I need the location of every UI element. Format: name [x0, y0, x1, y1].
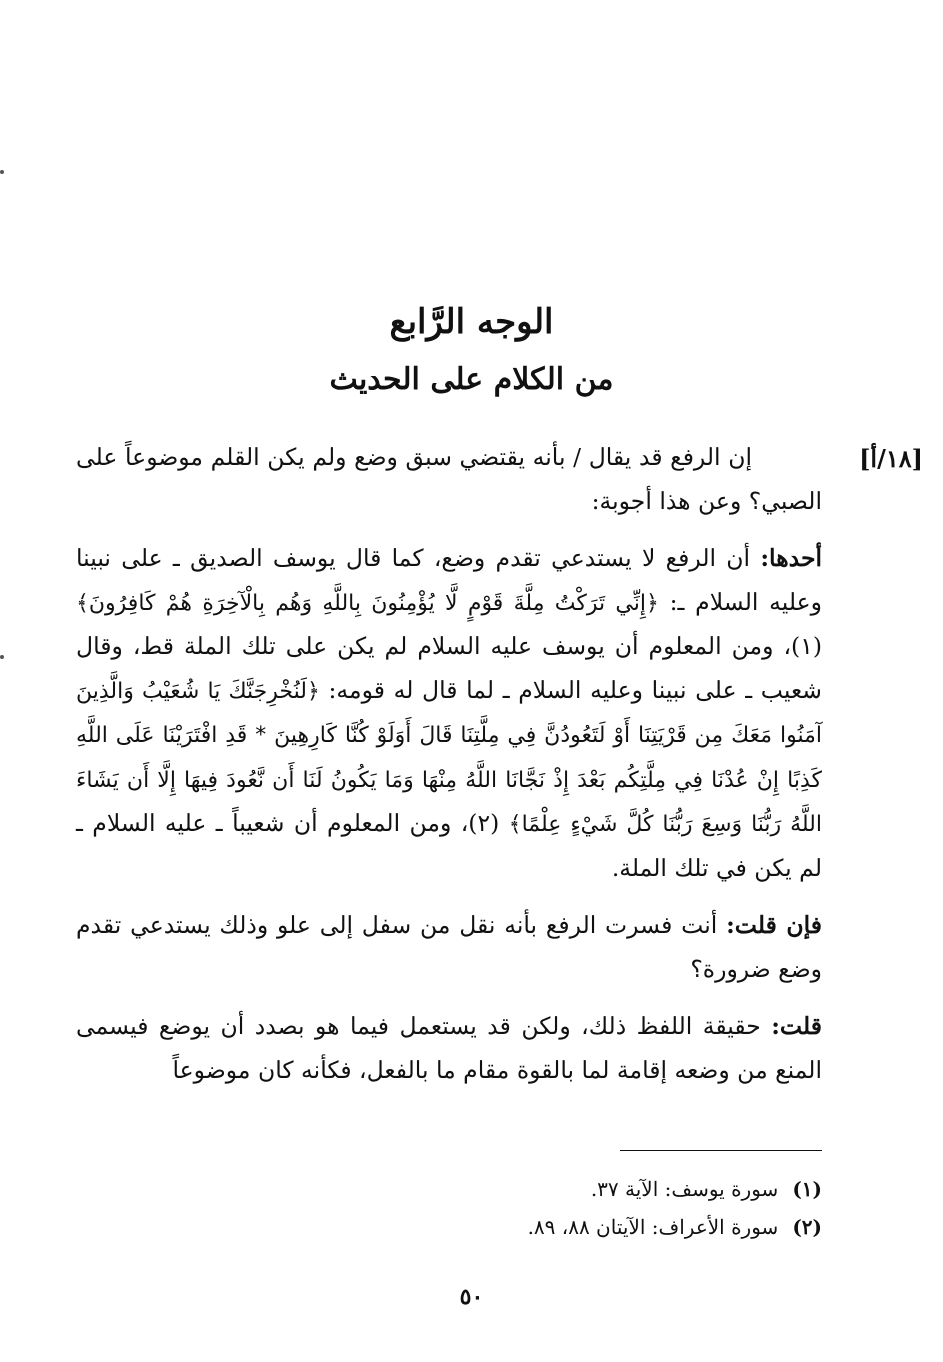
footnote-2-number: (٢)	[792, 1215, 822, 1239]
footnote-1-text: سورة يوسف: الآية ٣٧.	[590, 1177, 779, 1201]
section-subtitle: من الكلام على الحديث	[329, 362, 614, 397]
paragraph-2-lead: أحدها:	[760, 544, 822, 572]
page-number: ٥٠	[459, 1284, 484, 1310]
footnote-1	[300, 1170, 822, 1208]
footnote-separator	[620, 1150, 822, 1151]
quran-verse-1: ﴿إِنِّي تَرَكْتُ مِلَّةَ قَوْمٍ لَّا يُؤْمِنُونَ بِاللَّهِ وَهُم بِالْآخِرَةِ هُمْ كَافِرُونَ﴾	[76, 590, 659, 616]
paragraph-2-text-3: (٢)، ومن المعلوم أن شعيباً ـ عليه السلام ـ لم يكن في تلك الملة.	[76, 809, 822, 882]
footnote-2-text: سورة الأعراف: الآيتان ٨٨، ٨٩.	[527, 1215, 779, 1239]
manuscript-folio-ref: [١٨/أ]	[859, 444, 923, 473]
section-title: الوجه الرَّابع	[389, 302, 554, 342]
footnote-2	[300, 1208, 822, 1246]
quran-verse-2: ﴿لَنُخْرِجَنَّكَ يَا شُعَيْبُ وَالَّذِينَ آمَنُوا مَعَكَ مِن قَرْيَتِنَا أَوْ لَتَعُودُنَّ فِي مِلَّتِنَا قَالَ أَوَلَوْ كُنَّا كَارِهِينَ * قَدِ افْتَرَيْنَا عَلَى اللَّهِ كَذِبًا إِنْ عُدْنَا فِي مِلَّتِكُم بَعْدَ إِذْ نَجَّانَا اللَّهُ مِنْهَا وَمَا يَكُونُ لَنَا أَن نَّعُودَ فِيهَا إِلَّا أَن يَشَاءَ اللَّهُ رَبُّنَا وَسِعَ رَبُّنَا كُلَّ شَيْءٍ عِلْمًا﴾	[76, 678, 822, 837]
paragraph-1	[76, 436, 822, 523]
footnote-1-number: (١)	[792, 1177, 822, 1201]
scan-edge-mark	[0, 170, 4, 174]
body-text	[76, 436, 822, 1106]
footnotes	[300, 1170, 822, 1246]
paragraph-3	[76, 904, 822, 991]
scan-edge-mark	[0, 655, 4, 659]
paragraph-4-lead: قلت:	[771, 1012, 822, 1040]
paragraph-2-text-1: أن الرفع لا يستدعي تقدم وضع، كما قال يوسف الصديق ـ على نبينا وعليه السلام ـ:	[76, 544, 823, 616]
paragraph-3-lead: فإن قلت:	[726, 911, 822, 939]
paragraph-2-text-2: (١)، ومن المعلوم أن يوسف عليه السلام لم يكن على تلك الملة قط، وقال شعيب ـ على نبينا وعليه السلام ـ لما قال له قومه:	[76, 632, 822, 704]
paragraph-1-text: إن الرفع قد يقال / بأنه يقتضي سبق وضع ولم يكن القلم موضوعاً على الصبي؟ وعن هذا أجوبة:	[76, 443, 822, 515]
paragraph-2	[76, 537, 822, 890]
paragraph-4	[76, 1005, 822, 1092]
paragraph-3-text: أنت فسرت الرفع بأنه نقل من سفل إلى علو وذلك يستدعي تقدم وضع ضرورة؟	[76, 911, 822, 983]
paragraph-4-text: حقيقة اللفظ ذلك، ولكن قد يستعمل فيما هو بصدد أن يوضع فيسمى المنع من وضعه إقامة لما بالقوة مقام ما بالفعل، فكأنه كان موضوعاً	[76, 1012, 822, 1084]
